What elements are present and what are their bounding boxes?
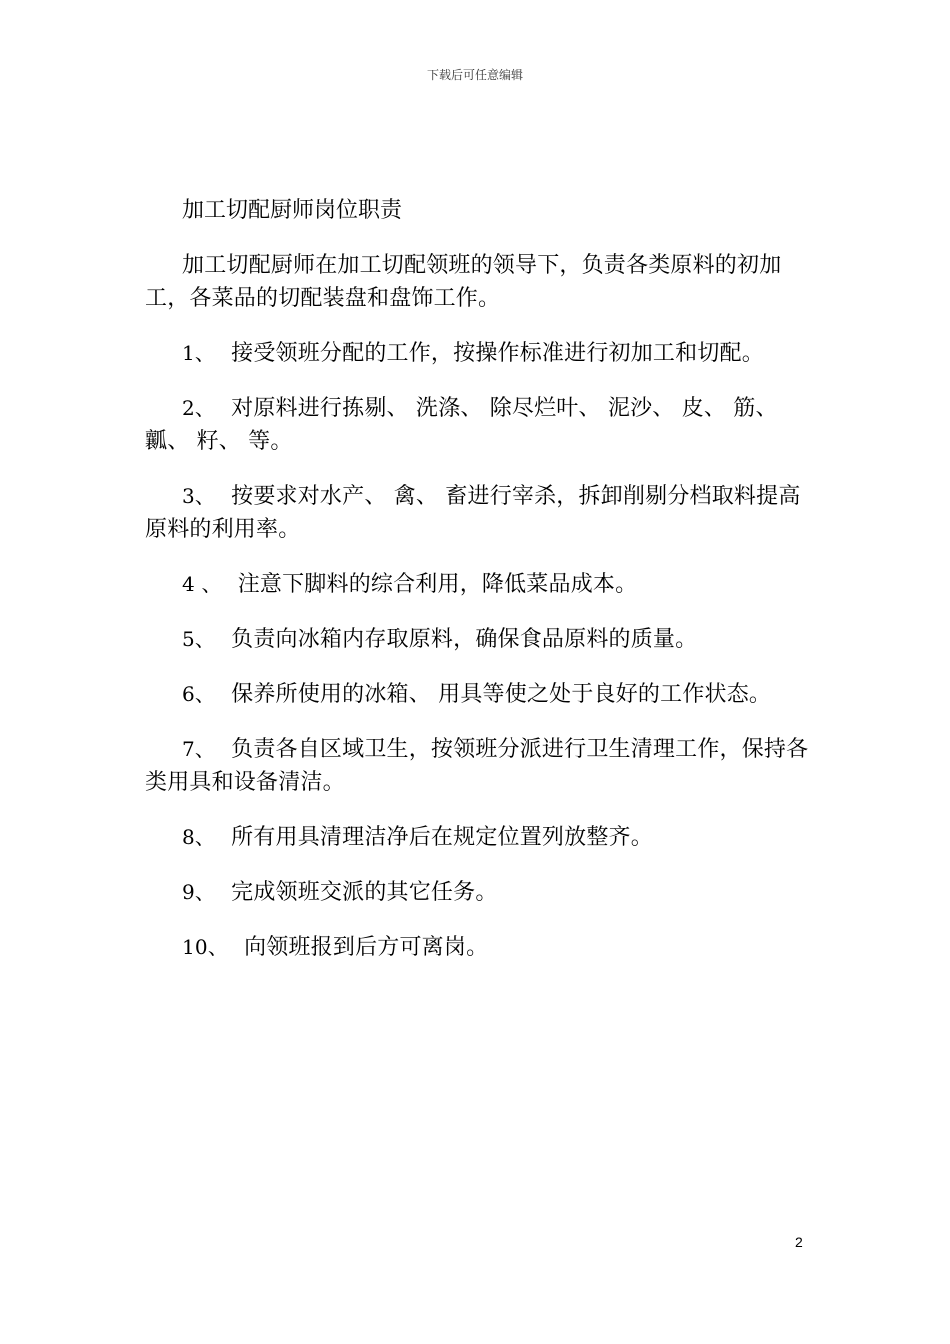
list-item: [145, 623, 815, 656]
list-item: [145, 392, 815, 458]
item-text: 完成领班交派的其它任务。: [231, 880, 498, 905]
item-text: 接受领班分配的工作，按操作标准进行初加工和切配。: [231, 341, 764, 366]
list-item: [145, 480, 815, 546]
list-item: [145, 733, 815, 799]
item-text: 保养所使用的冰箱、 用具等使之处于良好的工作状态。: [231, 682, 772, 707]
list-item: [145, 568, 815, 601]
item-number: 4 、: [182, 572, 222, 596]
header-note: 下载后可任意编辑: [426, 68, 523, 82]
item-text: 向领班报到后方可离岗。: [244, 935, 489, 960]
item-text: 对原料进行拣剔、 洗涤、 除尽烂叶、 泥沙、 皮、 筋、 瓤、 籽、 等。: [145, 396, 778, 454]
list-item: [145, 876, 815, 909]
document-title: 加工切配厨师岗位职责: [182, 198, 403, 223]
page-number: 2: [795, 1234, 803, 1250]
item-text: 注意下脚料的综合利用，降低菜品成本。: [237, 572, 638, 597]
item-number: 5、: [182, 627, 216, 651]
item-text: 负责各自区域卫生，按领班分派进行卫生清理工作，保持各类用具和设备清洁。: [145, 737, 809, 795]
list-item: [145, 931, 815, 964]
item-number: 1、: [182, 341, 216, 365]
document-body: [145, 194, 815, 986]
item-number: 7、: [182, 737, 216, 761]
list-item: [145, 678, 815, 711]
item-number: 2、: [182, 396, 216, 420]
item-text: 负责向冰箱内存取原料，确保食品原料的质量。: [231, 627, 698, 652]
item-text: 按要求对水产、 禽、 畜进行宰杀，拆卸削剔分档取料提高原料的利用率。: [145, 484, 801, 542]
list-item: [145, 821, 815, 854]
item-number: 9、: [182, 880, 216, 904]
list-item: [145, 337, 815, 370]
intro-paragraph: 加工切配厨师在加工切配领班的领导下，负责各类原料的初加工，各菜品的切配装盘和盘饰工作。: [145, 253, 782, 311]
item-number: 6、: [182, 682, 216, 706]
item-number: 3、: [182, 484, 216, 508]
item-number: 10、: [182, 935, 229, 959]
item-number: 8、: [182, 825, 216, 849]
item-text: 所有用具清理洁净后在规定位置列放整齐。: [231, 825, 653, 850]
